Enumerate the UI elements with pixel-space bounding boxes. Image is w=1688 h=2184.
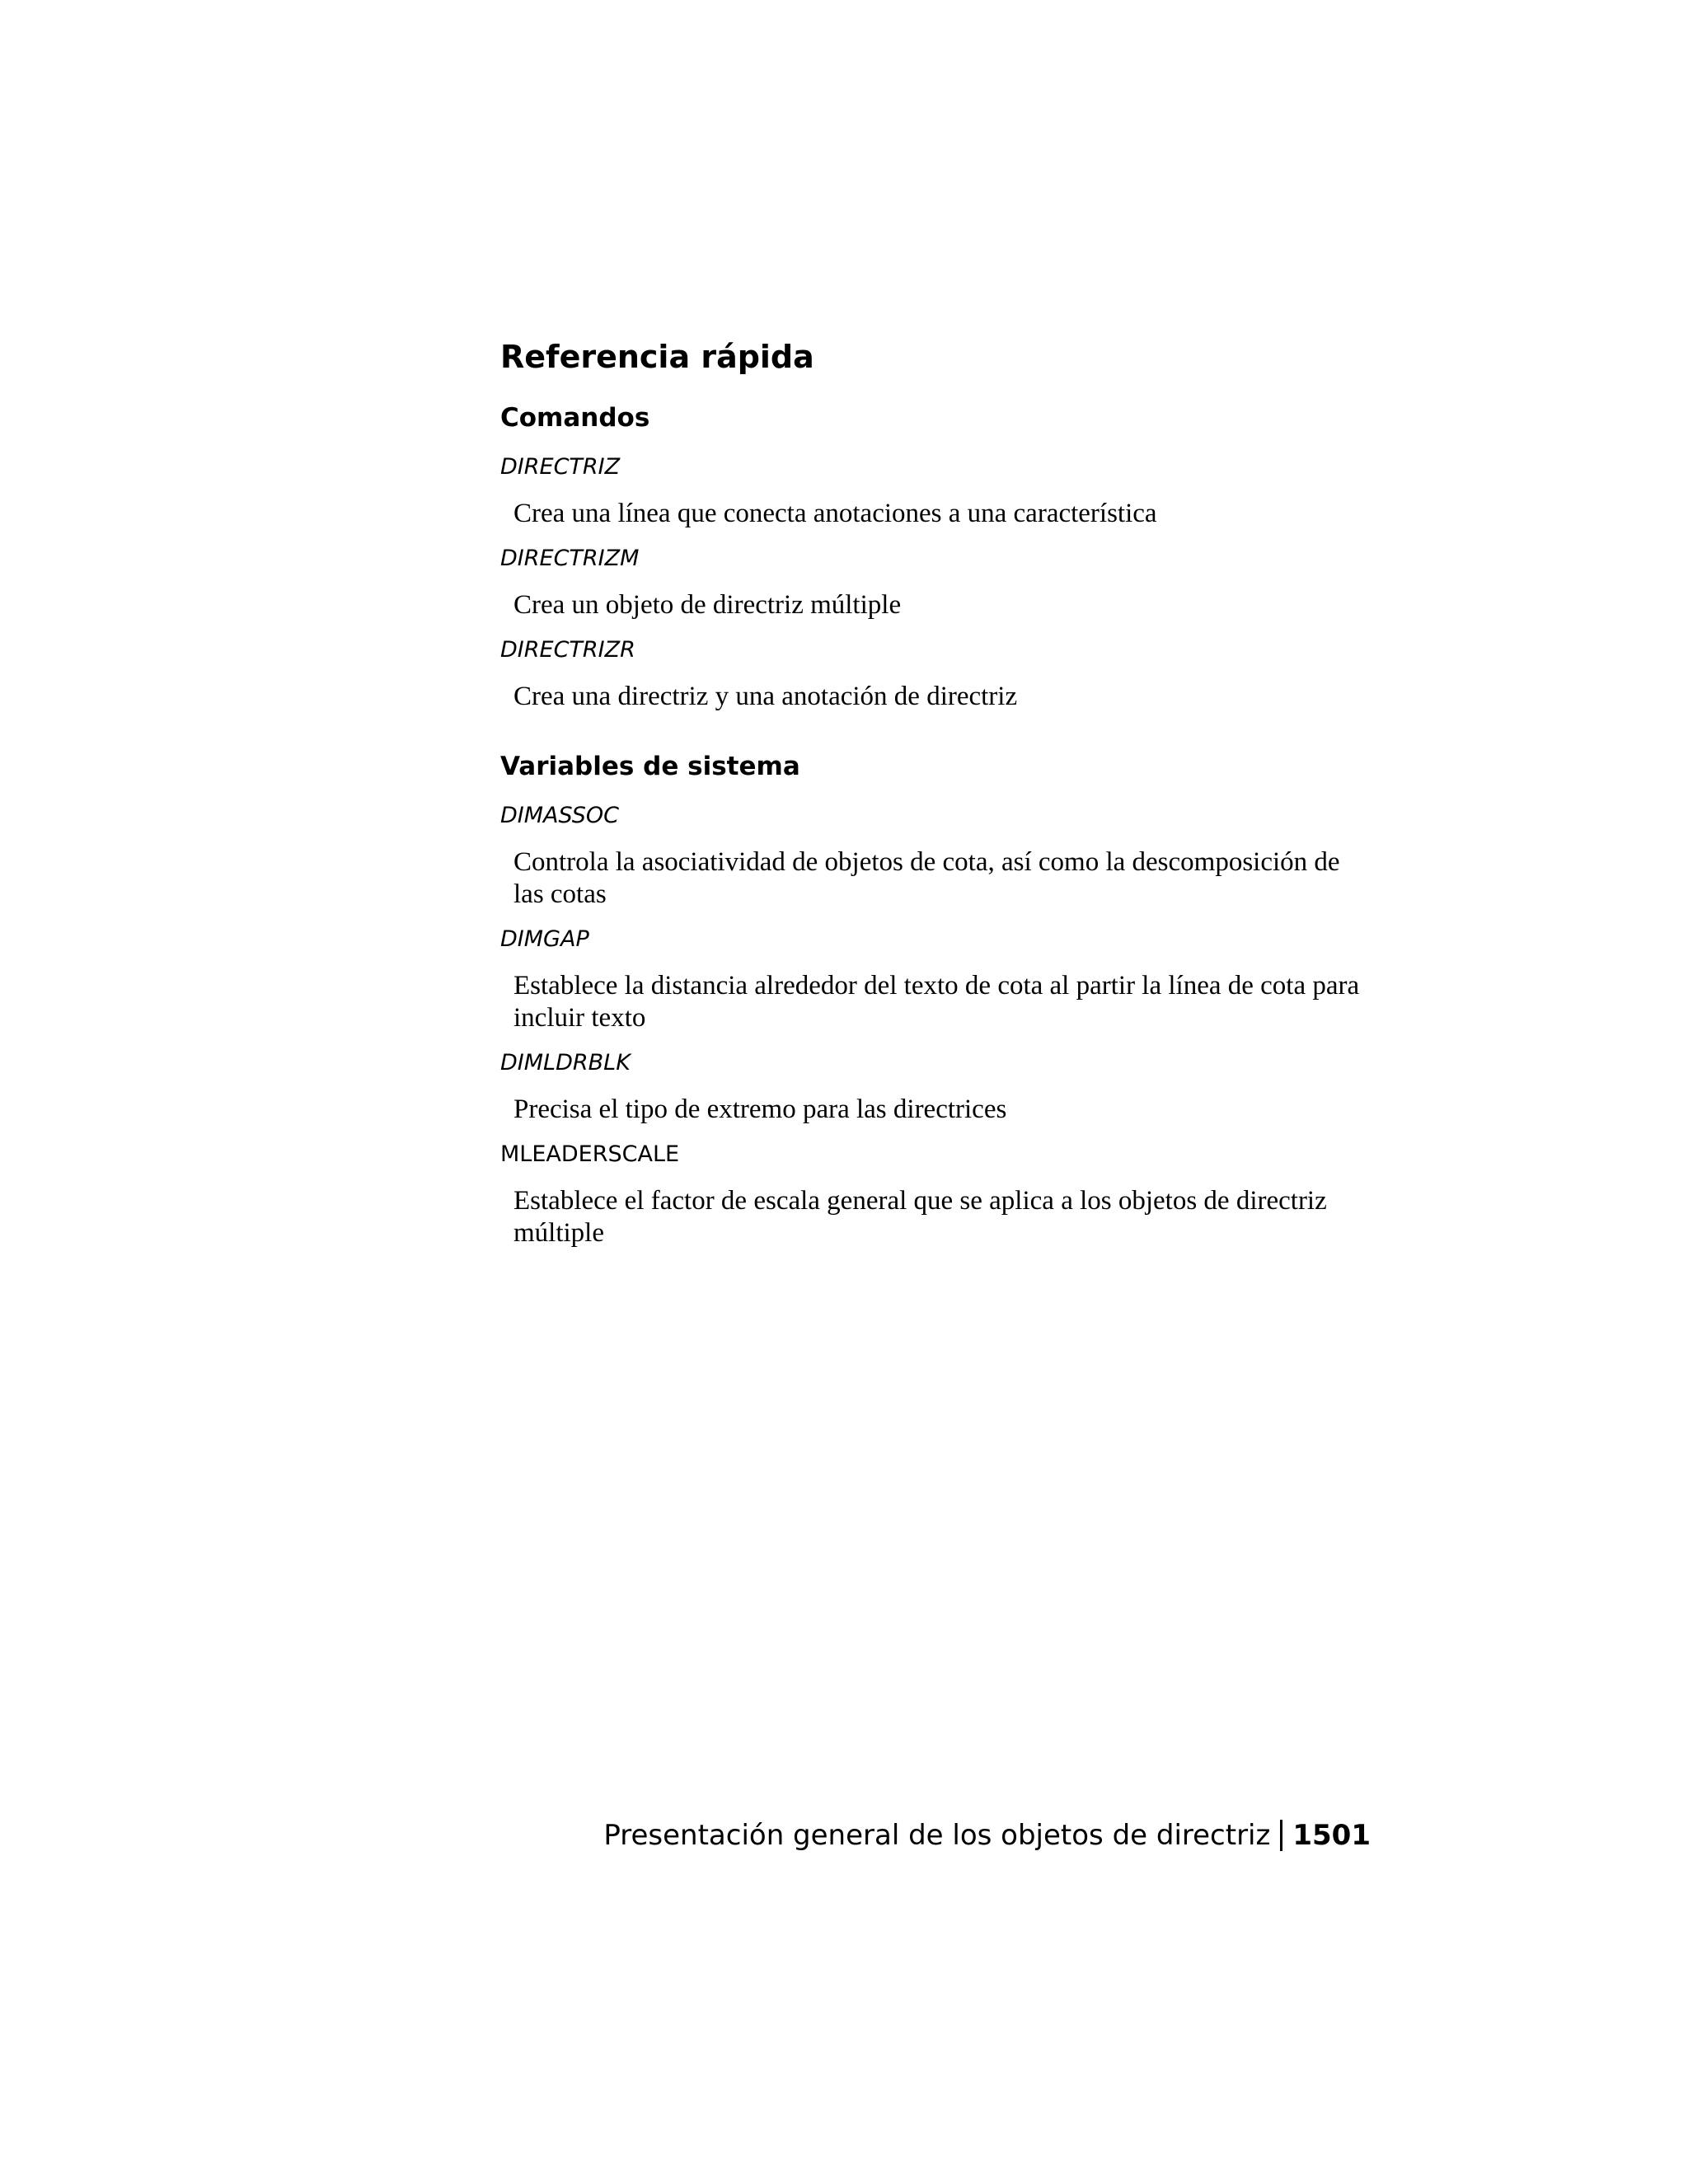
variable-description: Precisa el tipo de extremo para las directrices [513,1094,1007,1124]
section-spacer [500,726,1374,749]
commands-heading: Comandos [500,403,650,433]
variable-term: DIMASSOC [500,803,619,828]
variable-term: DIMGAP [500,926,589,952]
variable-description: Controla la asociatividad de objetos de cota, así como la descomposición de las cotas [513,847,1340,909]
command-description: Crea un objeto de directriz múltiple [513,590,902,620]
command-term: DIRECTRIZR [500,637,635,663]
variable-term: MLEADERSCALE [500,1141,680,1167]
command-description: Crea una línea que conecta anotaciones a una característica [513,499,1157,528]
command-term: DIRECTRIZ [500,454,621,480]
variable-description: Establece el factor de escala general que se aplica a los objetos de directriz múltiple [513,1186,1327,1248]
page-heading: Referencia rápida [500,339,814,375]
footer-title: Presentación general de los objetos de directriz [603,1819,1271,1852]
page-number: 1501 [1292,1819,1371,1852]
variable-term: DIMLDRBLK [500,1050,631,1076]
variable-description: Establece la distancia alrededor del texto de cota al partir la línea de cota para incluir texto [513,971,1360,1033]
command-term: DIRECTRIZM [500,546,640,571]
command-description: Crea una directriz y una anotación de directriz [513,682,1018,711]
quick-reference [500,336,1374,1263]
page-footer [603,1817,1371,1854]
footer-separator [1280,1820,1282,1851]
system-variables-heading: Variables de sistema [500,752,800,781]
